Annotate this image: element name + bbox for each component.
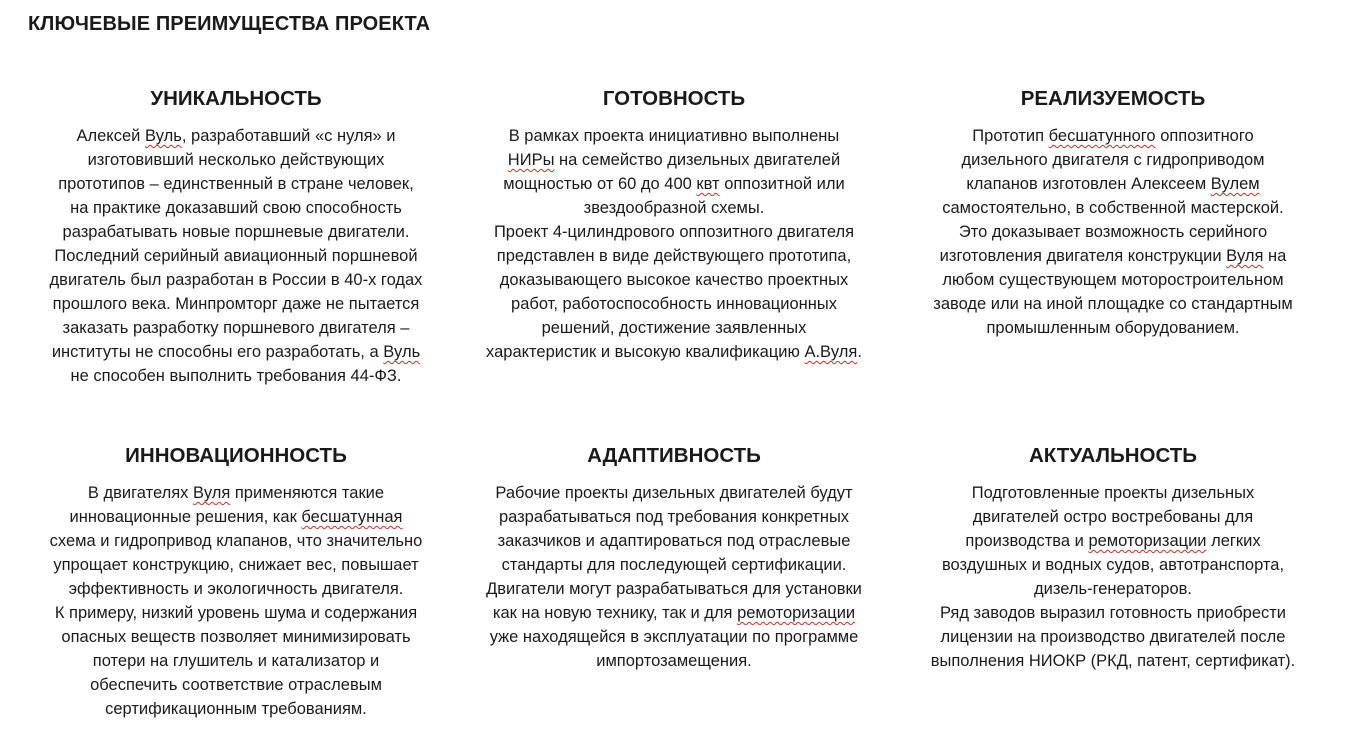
spellcheck-flagged-word: Вулем xyxy=(1210,175,1260,193)
text-line: производства и ремоторизации легких xyxy=(965,532,1261,550)
text-line: НИРы на семейство дизельных двигателей xyxy=(507,151,841,169)
card-heading: ИННОВАЦИОННОСТЬ xyxy=(125,444,347,467)
text-line: Двигатели могут разрабатываться для установки xyxy=(486,580,862,598)
text-line: К примеру, низкий уровень шума и содержания xyxy=(54,604,418,622)
text-line: доказывающего высокое качество проектных xyxy=(499,271,849,289)
spellcheck-flagged-word: А.Вуля xyxy=(804,343,858,361)
text-line: потери на глушитель и катализатор и xyxy=(92,652,380,670)
page-title: КЛЮЧЕВЫЕ ПРЕИМУЩЕСТВА ПРОЕКТА xyxy=(28,13,431,35)
card-innovation xyxy=(20,443,452,721)
text-line: работ, работоспособность инновационных xyxy=(511,295,837,313)
text-line: стандарты для последующей сертификации. xyxy=(501,556,847,574)
text-line: на практике доказавший свою способность xyxy=(70,199,402,217)
text-line: как на новую технику, так и для ремоторизации xyxy=(492,604,856,622)
text-line: изготовивший несколько действующих xyxy=(87,151,385,169)
text-line: Проект 4-цилиндрового оппозитного двигателя xyxy=(493,223,855,241)
text-line: изготовления двигателя конструкции Вуля на xyxy=(939,247,1287,265)
text-line: любом существующем моторостроительном xyxy=(942,271,1284,289)
text-line: Рабочие проекты дизельных двигателей будут xyxy=(495,484,853,502)
text-line: дизель-генераторов. xyxy=(1034,580,1192,598)
card-body xyxy=(898,124,1328,340)
card-feasibility xyxy=(898,86,1328,340)
card-body xyxy=(20,481,452,721)
card-body xyxy=(20,124,452,388)
card-adaptivity xyxy=(458,443,890,673)
spellcheck-flagged-word: НИРы xyxy=(507,151,555,169)
spellcheck-flagged-word: Вуля xyxy=(1226,247,1264,265)
text-line: прототипов – единственный в стране человек, xyxy=(58,175,414,193)
card-readiness xyxy=(458,86,890,364)
text-line: схема и гидропривод клапанов, что значительно xyxy=(49,532,423,550)
text-line: клапанов изготовлен Алексеем Вулем xyxy=(966,175,1260,193)
text-line: разрабатывать новые поршневые двигатели. xyxy=(62,223,410,241)
spellcheck-flagged-word: ремоторизации xyxy=(737,604,856,622)
text-line: самостоятельно, в собственной мастерской. xyxy=(942,199,1284,217)
card-heading: ГОТОВНОСТЬ xyxy=(602,87,746,110)
text-line: упрощает конструкцию, снижает вес, повышает xyxy=(53,556,419,574)
text-line: сертификационным требованиям. xyxy=(105,700,367,718)
card-uniqueness xyxy=(20,86,452,388)
text-line: институты не способны его разработать, а Вуль xyxy=(51,343,421,361)
text-line: не способен выполнить требования 44-ФЗ. xyxy=(70,367,402,385)
card-heading: АДАПТИВНОСТЬ xyxy=(587,444,761,467)
card-body xyxy=(458,481,890,673)
text-line: Алексей Вуль, разработавший «с нуля» и xyxy=(76,127,396,145)
text-line: Прототип бесшатунного оппозитного xyxy=(972,127,1254,145)
text-line: опасных веществ позволяет минимизировать xyxy=(61,628,411,646)
text-line: решений, достижение заявленных xyxy=(541,319,807,337)
text-line: мощностью от 60 до 400 квт оппозитной или xyxy=(503,175,845,193)
text-line: В двигателях Вуля применяются такие xyxy=(87,484,385,502)
text-line: Последний серийный авиационный поршневой xyxy=(54,247,418,265)
text-line: Это доказывает возможность серийного xyxy=(958,223,1268,241)
text-line: характеристик и высокую квалификацию А.Вуля. xyxy=(486,343,862,361)
text-line: заказать разработку поршневого двигателя – xyxy=(62,319,410,337)
text-line: звездообразной схемы. xyxy=(583,199,765,217)
card-heading: АКТУАЛЬНОСТЬ xyxy=(1028,444,1198,467)
text-line: лицензии на производство двигателей после xyxy=(940,628,1286,646)
text-line: заводе или на иной площадке со стандартным xyxy=(933,295,1293,313)
card-relevance xyxy=(898,443,1328,673)
spellcheck-flagged-word: Вуля xyxy=(193,484,231,502)
text-line: прошлого века. Минпромторг даже не пытается xyxy=(52,295,420,313)
text-line: двигателей остро востребованы для xyxy=(972,508,1254,526)
text-line: В рамках проекта инициативно выполнены xyxy=(508,127,840,145)
spellcheck-flagged-word: бесшатунного xyxy=(1048,127,1156,145)
text-line: Подготовленные проекты дизельных xyxy=(971,484,1255,502)
text-line: эффективность и экологичность двигателя. xyxy=(68,580,404,598)
text-line: разрабатываться под требования конкретных xyxy=(498,508,850,526)
card-body xyxy=(898,481,1328,673)
text-line: обеспечить соответствие отраслевым xyxy=(90,676,382,694)
card-heading: РЕАЛИЗУЕМОСТЬ xyxy=(1020,87,1206,110)
spellcheck-flagged-word: ремоторизации xyxy=(1088,532,1207,550)
spellcheck-flagged-word: Вуль xyxy=(144,127,182,145)
text-line: заказчиков и адаптироваться под отраслевые xyxy=(497,532,851,550)
spellcheck-flagged-word: бесшатунная xyxy=(301,508,403,526)
text-line: представлен в виде действующего прототипа, xyxy=(496,247,852,265)
text-line: уже находящейся в эксплуатации по программе xyxy=(489,628,859,646)
text-line: выполнения НИОКР (РКД, патент, сертификат). xyxy=(930,652,1296,670)
text-line: воздушных и водных судов, автотранспорта, xyxy=(941,556,1285,574)
card-body xyxy=(458,124,890,364)
card-heading: УНИКАЛЬНОСТЬ xyxy=(150,87,322,110)
text-line: импортозамещения. xyxy=(596,652,752,670)
spellcheck-flagged-word: квт xyxy=(696,175,720,193)
text-line: двигатель был разработан в России в 40-х годах xyxy=(49,271,423,289)
text-line: дизельного двигателя с гидроприводом xyxy=(961,151,1265,169)
spellcheck-flagged-word: Вуль xyxy=(383,343,421,361)
text-line: инновационные решения, как бесшатунная xyxy=(69,508,403,526)
text-line: промышленным оборудованием. xyxy=(986,319,1240,337)
text-line: Ряд заводов выразил готовность приобрести xyxy=(939,604,1287,622)
